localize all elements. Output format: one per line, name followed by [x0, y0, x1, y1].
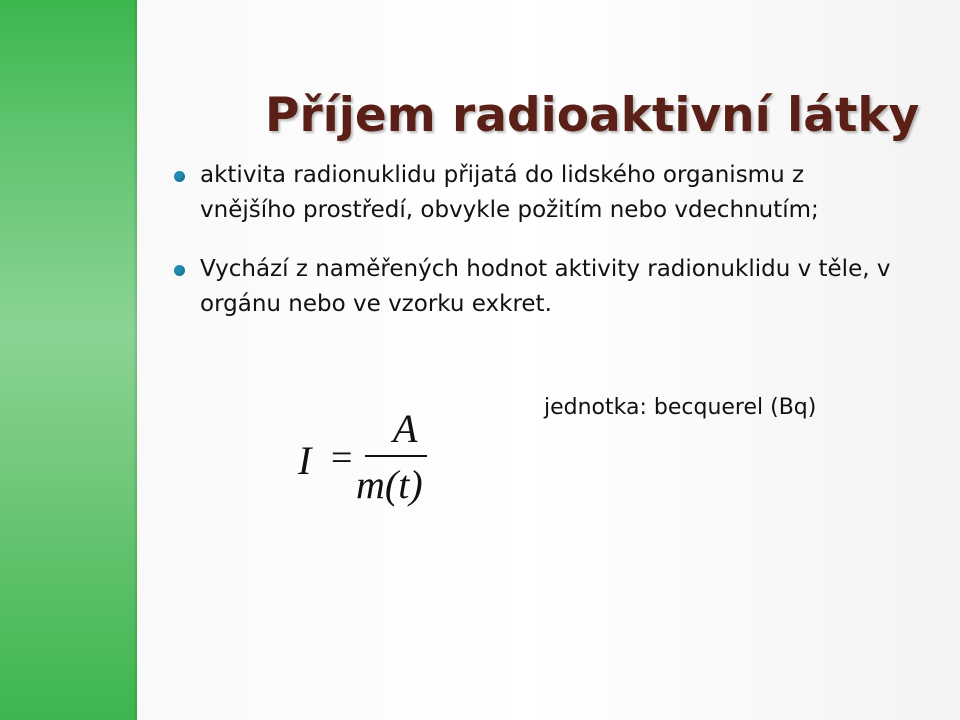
formula-denominator: m(t): [356, 462, 423, 507]
formula-lhs: I: [298, 438, 312, 483]
bullet-list: [174, 158, 904, 321]
bullet-icon: [174, 171, 185, 182]
fraction-bar: [365, 455, 427, 457]
formula-numerator: A: [393, 406, 418, 451]
bullet-text: aktivita radionuklidu přijatá do lidského organismu z vnějšího prostředí, obvykle požitím nebo vdechnutím;: [200, 162, 819, 223]
bullet-icon: [174, 265, 185, 276]
slide-canvas: [137, 0, 960, 720]
intake-formula: [298, 406, 458, 509]
bullet-item: [174, 252, 904, 321]
slide-title: Příjem radioaktivní látky: [265, 88, 920, 144]
formula-equals-sign: =: [331, 437, 353, 479]
green-side-band: [0, 0, 137, 720]
bullet-item: [174, 158, 904, 227]
bullet-text: Vychází z naměřených hodnot aktivity radionuklidu v těle, v orgánu nebo ve vzorku exkret.: [200, 256, 891, 317]
unit-note: jednotka: becquerel (Bq): [544, 395, 817, 420]
